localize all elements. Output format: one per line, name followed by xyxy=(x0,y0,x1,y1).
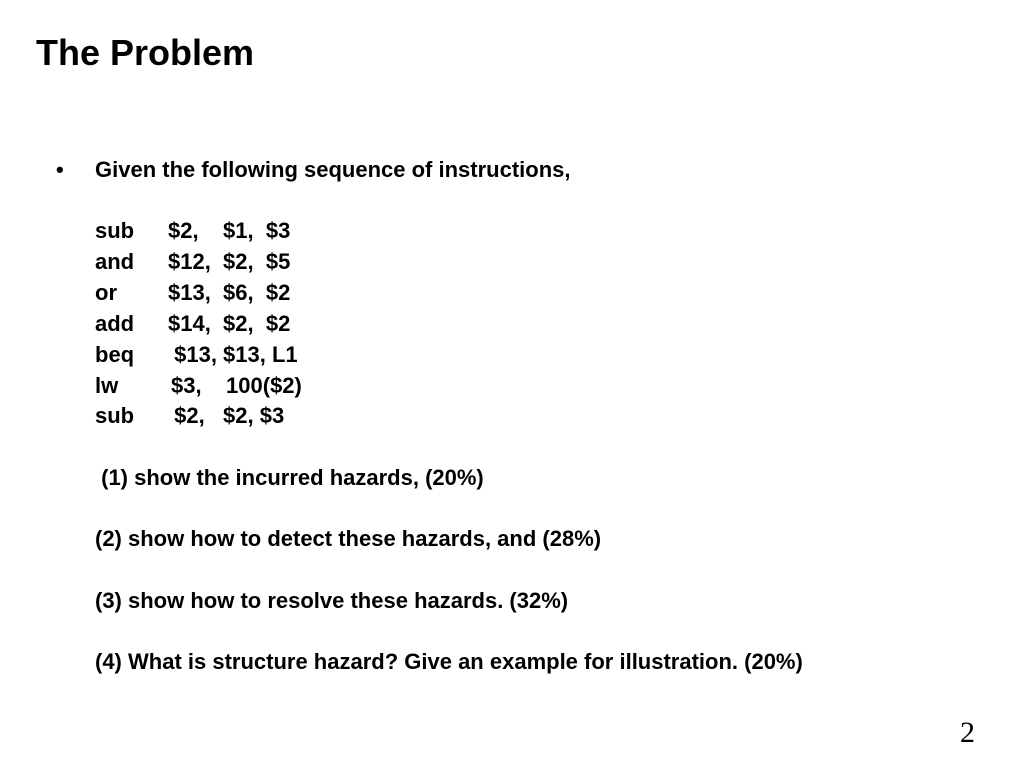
instruction-operands: $2, $1, $3 xyxy=(168,218,291,243)
instruction-opcode: lw xyxy=(95,373,119,398)
slide-title: The Problem xyxy=(36,32,255,73)
instruction-operands: $2, $2, $3 xyxy=(168,403,285,428)
question-4: (4) What is structure hazard? Give an example for illustration. (20%) xyxy=(95,649,803,674)
instruction-opcode: sub xyxy=(95,403,135,428)
instruction-operands: $13, $13, L1 xyxy=(168,342,298,367)
question-1: (1) show the incurred hazards, (20%) xyxy=(95,465,484,490)
bullet-icon: • xyxy=(56,157,64,182)
page-number: 2 xyxy=(960,716,975,749)
instruction-opcode: sub xyxy=(95,218,135,243)
instruction-operands: $12, $2, $5 xyxy=(168,249,291,274)
instruction-operands: $14, $2, $2 xyxy=(168,311,291,336)
intro-text: Given the following sequence of instructions, xyxy=(95,157,571,182)
instruction-opcode: add xyxy=(95,311,135,336)
instruction-opcode: or xyxy=(95,280,117,305)
instruction-opcode: and xyxy=(95,249,135,274)
question-2: (2) show how to detect these hazards, and (28%) xyxy=(95,526,602,551)
instruction-operands: $3, 100($2) xyxy=(171,373,302,398)
question-3: (3) show how to resolve these hazards. (32%) xyxy=(95,588,569,613)
instruction-operands: $13, $6, $2 xyxy=(168,280,291,305)
instruction-opcode: beq xyxy=(95,342,135,367)
